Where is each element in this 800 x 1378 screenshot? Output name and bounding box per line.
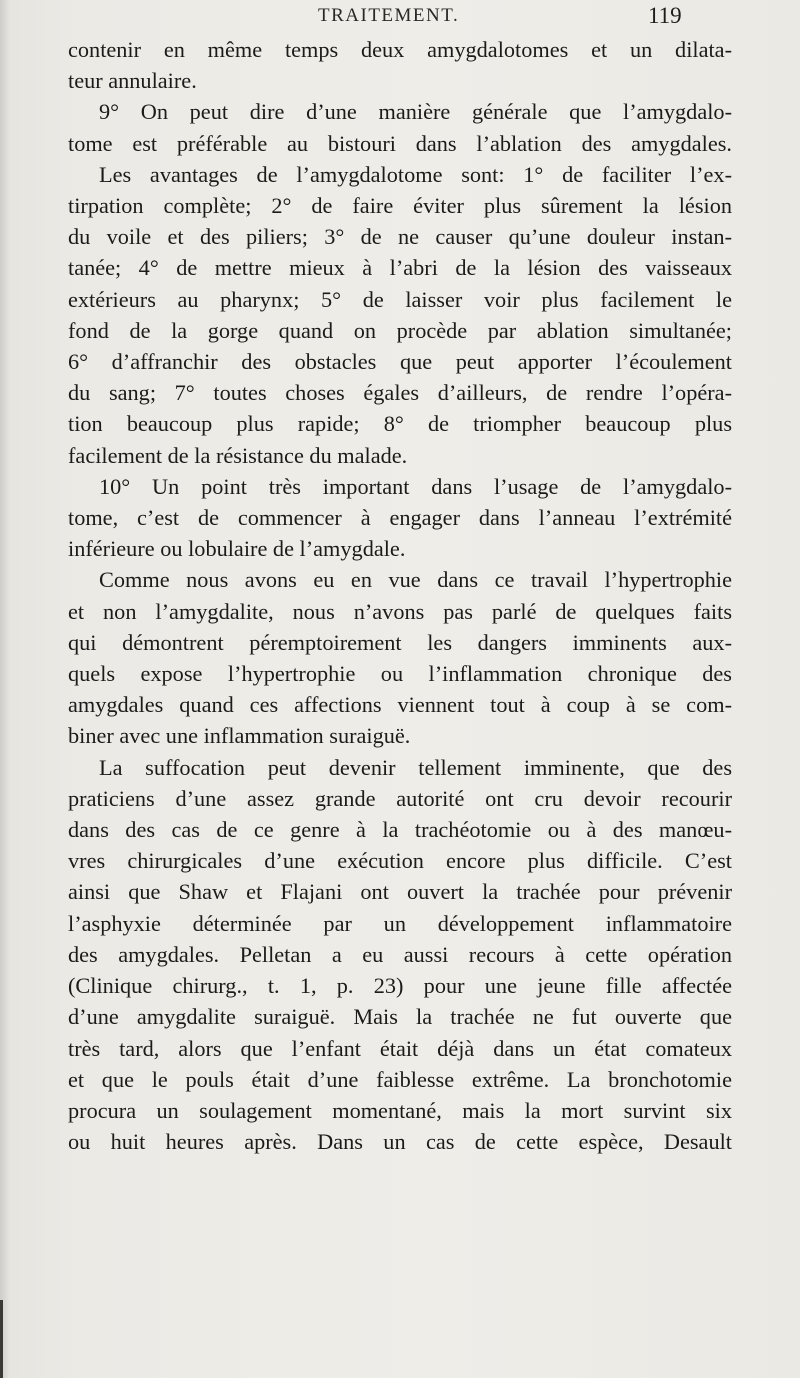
text-line: Comme nous avons eu en vue dans ce travail l’hypertrophie [99, 567, 732, 593]
text-line: biner avec une inflammation suraiguë. [68, 723, 411, 749]
binding-shadow [0, 0, 10, 1378]
text-line: du sang; 7° toutes choses égales d’ailleurs, de rendre l’opéra- [68, 380, 732, 406]
text-line: (Clinique chirurg., t. 1, p. 23) pour une jeune fille affectée [68, 973, 732, 999]
text-line: très tard, alors que l’enfant était déjà dans un état comateux [68, 1035, 732, 1061]
page-number: 119 [648, 3, 682, 28]
text-line: La suffocation peut devenir tellement imminente, que des [99, 754, 732, 780]
page-header [0, 3, 800, 29]
text-line: 9° On peut dire d’une manière générale que l’amygdalo- [99, 99, 732, 125]
text-line: fond de la gorge quand on procède par ablation simultanée; [68, 317, 732, 343]
page-edge-mark [0, 1300, 3, 1378]
text-line: inférieure ou lobulaire de l’amygdale. [68, 536, 406, 562]
text-line: praticiens d’une assez grande autorité ont cru devoir recourir [68, 785, 732, 811]
text-line: quels expose l’hypertrophie ou l’inflammation chronique des [68, 661, 732, 687]
text-line: et que le pouls était d’une faiblesse extrême. La bronchotomie [68, 1066, 732, 1092]
text-line: qui démontrent péremptoirement les dangers imminents aux- [68, 629, 732, 655]
text-line: extérieurs au pharynx; 5° de laisser voir plus facilement le [68, 286, 732, 312]
text-line: vres chirurgicales d’une exécution encore plus difficile. C’est [68, 848, 732, 874]
text-line: et non l’amygdalite, nous n’avons pas parlé de quelques faits [68, 598, 732, 624]
text-line: Les avantages de l’amygdalotome sont: 1° de faciliter l’ex- [99, 161, 732, 187]
text-line: du voile et des piliers; 3° de ne causer qu’une douleur instan- [68, 224, 732, 250]
text-line: des amygdales. Pelletan a eu aussi recours à cette opération [68, 941, 732, 967]
text-line: ainsi que Shaw et Flajani ont ouvert la trachée pour prévenir [68, 879, 732, 905]
text-line: facilement de la résistance du malade. [68, 442, 408, 468]
text-line: tanée; 4° de mettre mieux à l’abri de la lésion des vaisseaux [68, 255, 732, 281]
text-line: contenir en même temps deux amygdalotomes et un dilata- [68, 37, 732, 62]
running-head: TRAITEMENT. [318, 5, 460, 26]
body-text [68, 34, 732, 1157]
text-line: tome, c’est de commencer à engager dans l’anneau l’extrémité [68, 505, 732, 531]
text-line: d’une amygdalite suraiguë. Mais la trachée ne fut ouverte que [68, 1004, 732, 1030]
text-line: tome est préférable au bistouri dans l’ablation des amygdales. [68, 130, 732, 156]
text-line: ou huit heures après. Dans un cas de cette espèce, Desault [68, 1129, 732, 1155]
text-line: l’asphyxie déterminée par un développement inflammatoire [68, 910, 732, 936]
text-line: amygdales quand ces affections viennent tout à coup à se com- [68, 692, 732, 718]
text-line: 6° d’affranchir des obstacles que peut apporter l’écoulement [68, 349, 732, 375]
text-line: teur annulaire. [68, 68, 197, 94]
text-line: procura un soulagement momentané, mais la mort survint six [68, 1097, 732, 1123]
text-line: 10° Un point très important dans l’usage de l’amygdalo- [99, 473, 732, 499]
text-line: tion beaucoup plus rapide; 8° de triompher beaucoup plus [68, 411, 732, 437]
text-line: tirpation complète; 2° de faire éviter plus sûrement la lésion [68, 193, 732, 219]
text-line: dans des cas de ce genre à la trachéotomie ou à des manœu- [68, 817, 732, 843]
